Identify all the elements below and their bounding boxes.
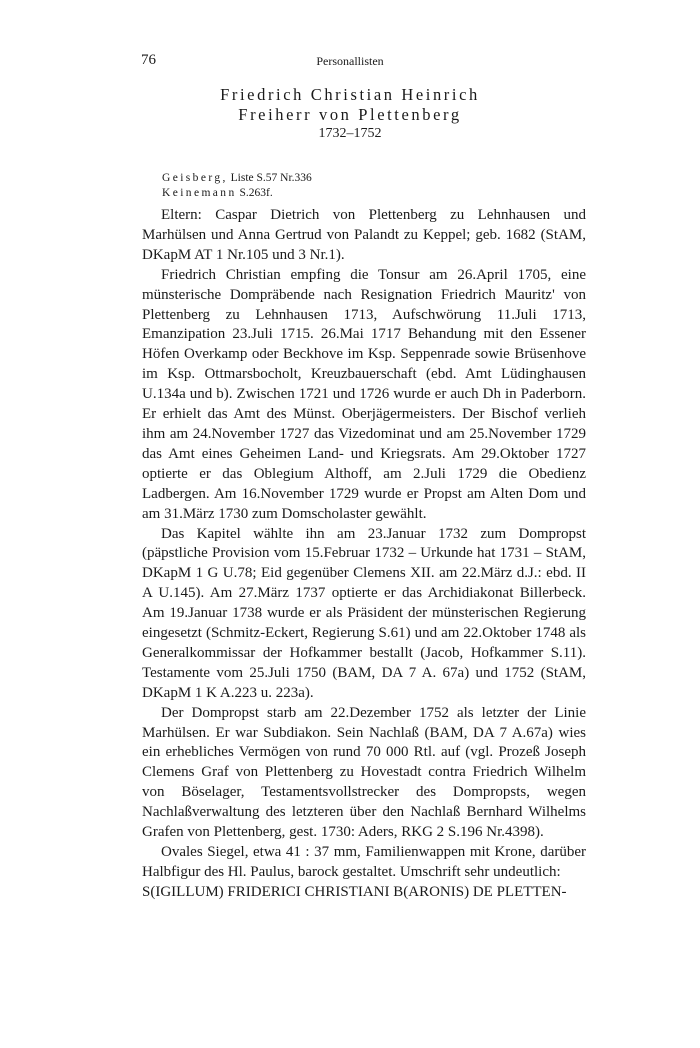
title-line-2: Freiherr von Plettenberg (238, 105, 462, 124)
reference-1 (162, 171, 312, 186)
paragraph-provost: Das Kapitel wählte ihn am 23.Januar 1732 zum Dompropst (päpstliche Provision vom 15.Februar 1732 – Urkunde hat 1731 – StAM, DKapM 1 G U.78; Eid gegenüber Clemens XII. am 22.März d.J.: ebd. II A U.145). Am 27.März 1737 optierte er das Archidiakonat Billerbeck. Am 19.Januar 1738 wurde er als Präsident der münsterischen Regierung eingesetzt (Schmitz-Eckert, Regierung S.61) und am 22.Oktober 1748 als Generalkommissar der Hofkammer bestallt (Jacob, Hofkammer S.11). Testamente vom 25.Juli 1750 (BAM, DA 7 A. 67a) und 1752 (StAM, DKapM 1 K A.223 u. 223a). (142, 525, 586, 701)
body-text (142, 206, 586, 903)
references (162, 171, 312, 201)
reference-2 (162, 186, 312, 201)
page-number: 76 (141, 52, 156, 68)
title-block (142, 85, 558, 143)
reference-detail: Liste S.57 Nr.336 (230, 172, 312, 184)
title-dates: 1732–1752 (318, 126, 382, 141)
reference-author: Keinemann (162, 187, 237, 199)
reference-detail: S.263f. (239, 187, 273, 199)
reference-author: Geisberg, (162, 172, 228, 184)
seal-inscription: S(IGILLUM) FRIDERICI CHRISTIANI B(ARONIS) DE PLETTEN- (142, 883, 567, 900)
paragraph-seal: Ovales Siegel, etwa 41 : 37 mm, Familienwappen mit Krone, darüber Halbfigur des Hl. Paulus, barock gestaltet. Umschrift sehr undeutlich: (142, 844, 586, 880)
paragraph-parents: Eltern: Caspar Dietrich von Plettenberg zu Lehnhausen und Marhülsen und Anna Gertrud von Palandt zu Keppel; geb. 1682 (StAM, DKapM AT 1 Nr.105 und 3 Nr.1). (142, 207, 586, 263)
paragraph-career: Friedrich Christian empfing die Tonsur am 26.April 1705, eine münsterische Dompräbende nach Resignation Friedrich Mauritz' von Plettenberg zu Lehnhausen 1713, Aufschwörung 11.Juli 1713, Emanzipation 23.Juli 1715. 26.Mai 1717 Behandung mit den Essener Höfen Overkamp oder Beckhove im Ksp. Seppenrade sowie Brüsenhove im Ksp. Ottmarsbocholt, Kreuzbauerschaft (ebd. Amt Lüdinghausen U.134a und b). Zwischen 1721 und 1726 wurde er auch Dh in Paderborn. Er erhielt das Amt des Münst. Oberjägermeisters. Der Bischof verlieh ihm am 24.November 1727 das Vizedominat und am 25.November 1729 das Amt eines Geheimen Land- und Kriegsrats. Am 29.Oktober 1727 optierte er das Oblegium Althoff, am 2.Juli 1729 die Obedienz Ladbergen. Am 16.November 1729 wurde er Propst am Alten Dom und am 31.März 1730 zum Domscholaster gewählt. (142, 266, 586, 522)
running-head: Personallisten (316, 54, 384, 68)
title-line-1: Friedrich Christian Heinrich (220, 85, 480, 104)
paragraph-death: Der Dompropst starb am 22.Dezember 1752 als letzter der Linie Marhülsen. Er war Subdiakon. Sein Nachlaß (BAM, DA 7 A.67a) wies ein erhebliches Vermögen von rund 70 000 Rtl. auf (vgl. Prozeß Joseph Clemens Graf von Plettenberg zu Hovestadt contra Friedrich Wilhelm von Böselager, Testamentsvollstrecker des Dompropsts, wegen Nachlaßverwaltung des letzteren über den Nachlaß Bernhard Wilhelms Grafen von Plettenberg, gest. 1730: Aders, RKG 2 S.196 Nr.4398). (142, 704, 586, 841)
